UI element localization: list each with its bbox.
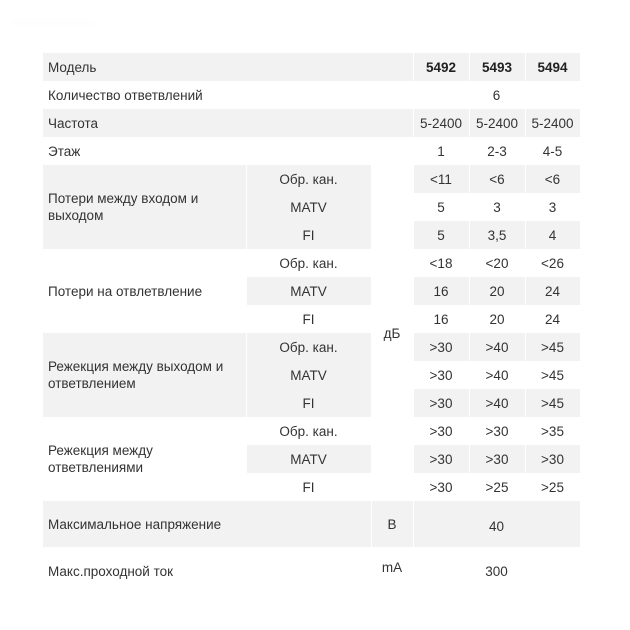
spec-table: [43, 53, 581, 591]
cell-value: >40: [469, 333, 525, 361]
frequency-value: 5-2400: [469, 109, 525, 137]
sub-label: MATV: [246, 445, 371, 473]
table-row: [43, 249, 580, 277]
cell-value: >30: [469, 417, 525, 445]
sub-label: MATV: [246, 277, 371, 305]
sub-label: FI: [246, 473, 371, 501]
sub-label: Обр. кан.: [246, 165, 371, 193]
max-current-row: [43, 547, 580, 591]
cell-value: 4: [525, 221, 580, 249]
cell-value: >30: [525, 445, 580, 473]
floor-row: [43, 137, 580, 165]
sub-label: Обр. кан.: [246, 417, 371, 445]
model-5494: 5494: [525, 53, 580, 81]
cell-value: 16: [413, 277, 469, 305]
cell-value: >30: [413, 389, 469, 417]
cell-value: >30: [413, 333, 469, 361]
cell-value: 16: [413, 305, 469, 333]
floor-value: 2-3: [469, 137, 525, 165]
cell-value: <6: [469, 165, 525, 193]
cell-value: 20: [469, 277, 525, 305]
max-voltage-value: 40: [413, 501, 580, 547]
sub-label: Обр. кан.: [246, 249, 371, 277]
cell-value: 5: [413, 221, 469, 249]
cell-value: 24: [525, 277, 580, 305]
max-voltage-unit: В: [371, 501, 413, 547]
sub-label: MATV: [246, 361, 371, 389]
cell-value: 3: [469, 193, 525, 221]
cell-value: >25: [469, 473, 525, 501]
cell-value: 3: [525, 193, 580, 221]
max-voltage-row: [43, 501, 580, 547]
cell-value: 20: [469, 305, 525, 333]
cell-value: <26: [525, 249, 580, 277]
table-row: [43, 417, 580, 445]
table-row: [43, 165, 580, 193]
model-5492: 5492: [413, 53, 469, 81]
cell-value: >40: [469, 389, 525, 417]
cell-value: >35: [525, 417, 580, 445]
group-label-input-output-loss: Потери между входом и выходом: [43, 165, 246, 249]
max-current-unit: mA: [371, 547, 413, 591]
cell-value: 5: [413, 193, 469, 221]
cell-value: <20: [469, 249, 525, 277]
cell-value: >45: [525, 389, 580, 417]
cell-value: >30: [413, 361, 469, 389]
floor-label: Этаж: [43, 137, 413, 165]
frequency-value: 5-2400: [413, 109, 469, 137]
cell-value: <6: [525, 165, 580, 193]
cell-value: >30: [413, 417, 469, 445]
cell-value: >30: [469, 445, 525, 473]
cell-value: >30: [413, 445, 469, 473]
floor-value: 1: [413, 137, 469, 165]
blurred-header: ············: [14, 14, 94, 30]
cell-value: 24: [525, 305, 580, 333]
sub-label: Обр. кан.: [246, 333, 371, 361]
cell-value: <18: [413, 249, 469, 277]
cell-value: >45: [525, 333, 580, 361]
sub-label: FI: [246, 305, 371, 333]
group-label-inter-branch-rejection: Режекция между ответвлениями: [43, 417, 246, 501]
branches-row: [43, 81, 580, 109]
frequency-value: 5-2400: [525, 109, 580, 137]
cell-value: 3,5: [469, 221, 525, 249]
sub-label: MATV: [246, 193, 371, 221]
group-label-output-branch-rejection: Режекция между выходом и ответвлением: [43, 333, 246, 417]
branches-value: 6: [413, 81, 580, 109]
unit-db: дБ: [371, 165, 413, 501]
group-label-branch-loss: Потери на отвлетвление: [43, 249, 246, 333]
cell-value: <11: [413, 165, 469, 193]
model-5493: 5493: [469, 53, 525, 81]
frequency-label: Частота: [43, 109, 413, 137]
branches-label: Количество ответвлений: [43, 81, 413, 109]
frequency-row: [43, 109, 580, 137]
max-current-value: 300: [413, 547, 580, 591]
sub-label: FI: [246, 389, 371, 417]
model-row: [43, 53, 580, 81]
sub-label: FI: [246, 221, 371, 249]
cell-value: >40: [469, 361, 525, 389]
floor-value: 4-5: [525, 137, 580, 165]
cell-value: >25: [525, 473, 580, 501]
max-voltage-label: Максимальное напряжение: [43, 501, 371, 547]
cell-value: >45: [525, 361, 580, 389]
table-row: [43, 333, 580, 361]
cell-value: >30: [413, 473, 469, 501]
max-current-label: Макс.проходной ток: [43, 547, 371, 591]
model-label: Модель: [43, 53, 413, 81]
